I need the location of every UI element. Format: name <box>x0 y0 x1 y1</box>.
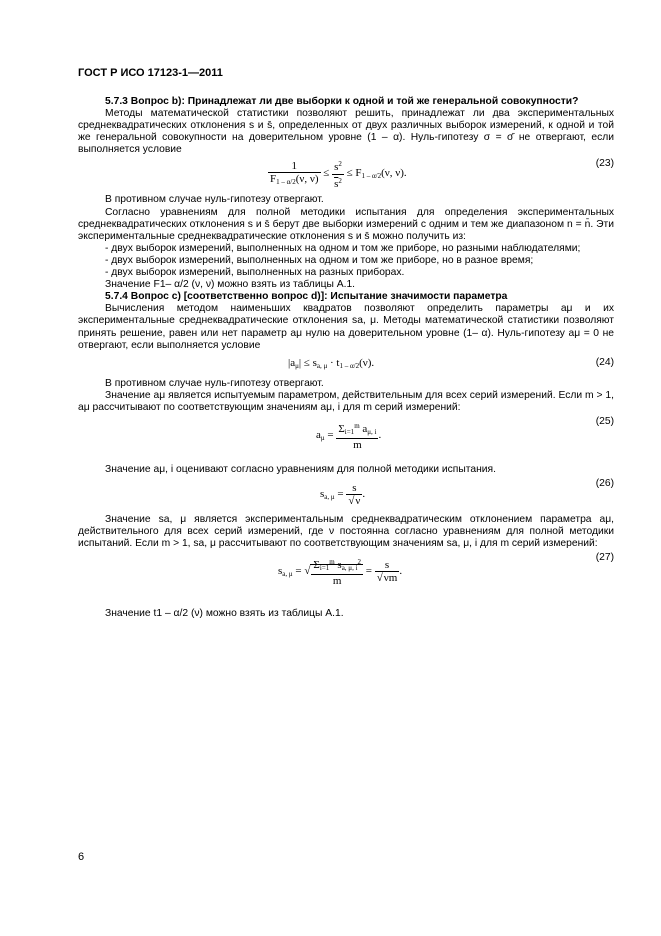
equation-23 <box>78 158 614 192</box>
document-body <box>78 96 614 620</box>
paragraph: Значение t1 – α/2 (ν) можно взять из таблицы А.1. <box>105 608 344 620</box>
section-5-7-4-heading: 5.7.4 Вопрос с) [соответственно вопрос d)]: Испытание значимости параметра <box>105 291 508 303</box>
equation-24-number: (24) <box>595 356 614 368</box>
equation-27-body: $s_{a, \mu}$ = √ $\frac{\Sigma_{i=1}^m s_{a, \mu, i}^2}{m}$ = $\frac{s}{√\nu m}$ . <box>278 558 403 588</box>
equation-26 <box>78 478 614 512</box>
equation-25-body: $a_\mu$ = $\frac{\Sigma_{i=1}^m a_{\mu, i}}{m}$ . <box>316 421 382 452</box>
section-5-7-3-heading: 5.7.3 Вопрос b): Принадлежат ли две выборки к одной и той же генеральной совокупности? <box>105 96 579 107</box>
page-number: 6 <box>78 851 85 863</box>
paragraph: Методы математической статистики позволяют решить, принадлежат ли два экспериментальных среднеквадратических отклонения s и s̄, определенных от двух различных выборок измерений, к одной и той же генеральной совокупности на доверительном уровне (1 – α). Нуль-гипотезу σ = σ̄ не отвергают, если выполняется условие <box>78 108 614 156</box>
equation-27 <box>78 552 614 606</box>
equation-25-number: (25) <box>595 415 614 427</box>
equation-23-number: (23) <box>595 158 614 170</box>
document-header: ГОСТ Р ИСО 17123-1—2011 <box>78 67 223 79</box>
paragraph: Значение aμ, i оценивают согласно уравнениям для полной методики испытания. <box>105 463 496 475</box>
paragraph: Согласно уравнениям для полной методики испытания для определения экспериментальных среднеквадратических отклонения s и s̄ берут две выборки измерений с одним и тем же диапазоном n = n̄. Эти экспериментальные среднеквадратические отклонения s и s̄ можно получить из: <box>78 206 614 242</box>
list-item: - двух выборок измерений, выполненных на одном и том же приборе, но в разное время; <box>105 254 534 266</box>
paragraph: Значение aμ является испытуемым параметром, действительным для всех серий измерений. Если m > 1, aμ рассчитывают по соответствующим значениям aμ, i для m серий измерений: <box>78 389 614 413</box>
equation-24-body: $|a_\mu| \le s_{a, \mu} \cdot t_{1 - \alpha/2}(\nu)$. <box>288 356 375 370</box>
equation-25 <box>78 416 614 462</box>
equation-26-body: $s_{a, \mu}$ = $\frac{s}{√\nu}$ . <box>320 482 366 508</box>
paragraph: В противном случае нуль-гипотезу отвергают. <box>105 194 324 206</box>
equation-27-number: (27) <box>595 552 614 564</box>
equation-26-number: (26) <box>595 478 614 490</box>
paragraph: Вычисления методом наименьших квадратов позволяют определить параметры aμ и их экспериментальные среднеквадратические отклонения sa, μ. Методы математической статистики позволяют принять решение, равен или нет параметр aμ нулю на доверительном уровне (1– α). Нуль-гипотезу aμ = 0 не отвергают, если выполняется условие <box>78 303 614 351</box>
paragraph: Значение sa, μ является экспериментальным среднеквадратическим отклонением параметра aμ, действительного для всех серий измерений, где ν постоянна согласно уравнениям для полной методики испытаний. Если m > 1, sa, μ рассчитывают по соответствующим значениям sa, μ, i для m серий измерений: <box>78 514 614 550</box>
equation-24 <box>78 354 614 376</box>
paragraph: Значение F1– α/2 (ν, ν) можно взять из таблицы А.1. <box>105 279 356 291</box>
equation-23-body: $\frac{1}{F_{1 - \alpha/2}(\nu, \nu)}$ ≤ $\frac{s^2}{\overline{s}^2}$ ≤ $F_{1 - \alpha/2}(\nu$, ν). <box>270 159 407 190</box>
list-item: - двух выборок измерений, выполненных на одном и том же приборе, но разными наблюдателями; <box>105 242 581 254</box>
list-item: - двух выборок измерений, выполненных на разных приборах. <box>105 267 405 279</box>
paragraph: В противном случае нуль-гипотезу отвергают. <box>105 377 324 389</box>
